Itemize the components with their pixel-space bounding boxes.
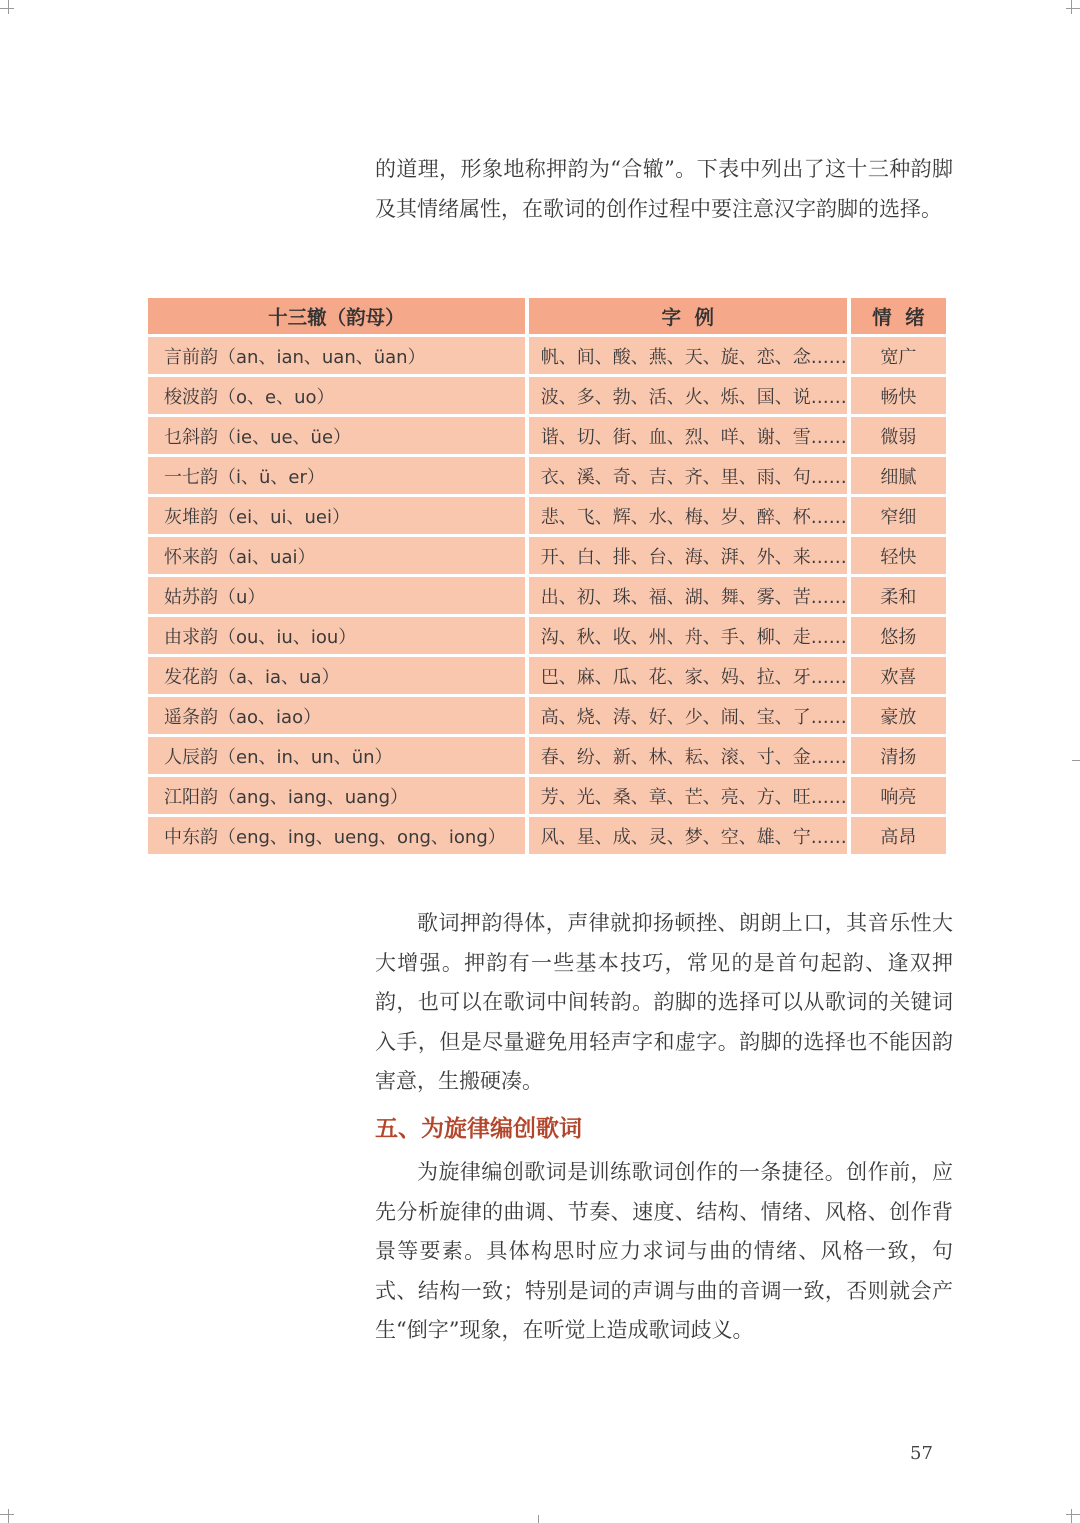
table-row (148, 657, 946, 694)
crop-mark-bottom-mid (538, 1515, 539, 1523)
examples-cell: 衣、溪、奇、吉、齐、里、雨、句…… (529, 457, 847, 494)
crop-mark-top-left (8, 0, 9, 14)
emotion-cell: 宽广 (851, 337, 946, 374)
table-row (148, 617, 946, 654)
rhyme-name-cell: 发花韵（a、ia、ua） (148, 657, 525, 694)
rhyme-name-cell: 人辰韵（en、in、un、ün） (148, 737, 525, 774)
examples-cell: 出、初、珠、福、湖、舞、雾、苦…… (529, 577, 847, 614)
table-row (148, 537, 946, 574)
emotion-cell: 畅快 (851, 377, 946, 414)
table-row (148, 377, 946, 414)
emotion-cell: 高昂 (851, 817, 946, 854)
examples-cell: 沟、秋、收、州、舟、手、柳、走…… (529, 617, 847, 654)
crop-mark-right-mid (1072, 760, 1080, 761)
intro-paragraph: 的道理，形象地称押韵为“合辙”。下表中列出了这十三种韵脚及其情绪属性，在歌词的创作过程中要注意汉字韵脚的选择。 (375, 157, 953, 221)
crop-mark-bottom-left-h (0, 1514, 14, 1515)
emotion-cell: 微弱 (851, 417, 946, 454)
table-row (148, 417, 946, 454)
table-row (148, 337, 946, 374)
rhyme-table (144, 295, 950, 857)
rhyme-name-cell: 乜斜韵（ie、ue、üe） (148, 417, 525, 454)
crop-mark-top-right (1071, 0, 1072, 14)
emotion-cell: 柔和 (851, 577, 946, 614)
examples-cell: 春、纷、新、林、耘、滚、寸、金…… (529, 737, 847, 774)
crop-mark-bottom-right-h (1066, 1514, 1080, 1515)
table-row (148, 737, 946, 774)
emotion-cell: 细腻 (851, 457, 946, 494)
rhyme-name-cell: 姑苏韵（u） (148, 577, 525, 614)
table-row (148, 457, 946, 494)
rhyme-name-cell: 灰堆韵（ei、ui、uei） (148, 497, 525, 534)
examples-cell: 帆、间、酸、燕、天、旋、恋、念…… (529, 337, 847, 374)
examples-cell: 高、烧、涛、好、少、闹、宝、了…… (529, 697, 847, 734)
body-paragraph-rhyming: 歌词押韵得体，声律就抑扬顿挫、朗朗上口，其音乐性大大增强。押韵有一些基本技巧，常见的是首句起韵、逢双押韵，也可以在歌词中间转韵。韵脚的选择可以从歌词的关键词入手，但是尽量避免用轻声字和虚字。韵脚的选择也不能因韵害意，生搬硬凑。 (375, 911, 953, 1093)
rhyme-name-cell: 遥条韵（ao、iao） (148, 697, 525, 734)
section-heading: 五、为旋律编创歌词 (375, 1115, 582, 1142)
rhyme-name-cell: 梭波韵（o、e、uo） (148, 377, 525, 414)
emotion-cell: 清扬 (851, 737, 946, 774)
table-header-row (148, 298, 946, 334)
emotion-cell: 轻快 (851, 537, 946, 574)
header-thirteen-rhymes: 十三辙（韵母） (148, 298, 525, 334)
examples-cell: 悲、飞、辉、水、梅、岁、醉、杯…… (529, 497, 847, 534)
emotion-cell: 悠扬 (851, 617, 946, 654)
rhyme-name-cell: 言前韵（an、ian、uan、üan） (148, 337, 525, 374)
crop-mark-bottom-left (8, 1509, 9, 1523)
emotion-cell: 欢喜 (851, 657, 946, 694)
rhyme-name-cell: 中东韵（eng、ing、ueng、ong、iong） (148, 817, 525, 854)
table-row (148, 777, 946, 814)
examples-cell: 芳、光、桑、章、芒、亮、方、旺…… (529, 777, 847, 814)
examples-cell: 风、星、成、灵、梦、空、雄、宁…… (529, 817, 847, 854)
table-body (148, 337, 946, 854)
rhyme-name-cell: 由求韵（ou、iu、iou） (148, 617, 525, 654)
emotion-cell: 豪放 (851, 697, 946, 734)
table-row (148, 577, 946, 614)
rhyme-name-cell: 江阳韵（ang、iang、uang） (148, 777, 525, 814)
examples-cell: 波、多、勃、活、火、烁、国、说…… (529, 377, 847, 414)
examples-cell: 开、白、排、台、海、湃、外、来…… (529, 537, 847, 574)
header-examples: 字 例 (529, 298, 847, 334)
crop-mark-bottom-right (1071, 1509, 1072, 1523)
table-row (148, 697, 946, 734)
header-emotion: 情 绪 (851, 298, 946, 334)
emotion-cell: 响亮 (851, 777, 946, 814)
table-row (148, 817, 946, 854)
examples-cell: 巴、麻、瓜、花、家、妈、拉、牙…… (529, 657, 847, 694)
emotion-cell: 窄细 (851, 497, 946, 534)
page-number: 57 (910, 1443, 933, 1464)
table-row (148, 497, 946, 534)
crop-mark-top-left-h (0, 8, 14, 9)
rhyme-name-cell: 怀来韵（ai、uai） (148, 537, 525, 574)
crop-mark-top-right-h (1066, 8, 1080, 9)
examples-cell: 谐、切、街、血、烈、咩、谢、雪…… (529, 417, 847, 454)
rhyme-name-cell: 一七韵（i、ü、er） (148, 457, 525, 494)
body-paragraph-melody-lyrics: 为旋律编创歌词是训练歌词创作的一条捷径。创作前，应先分析旋律的曲调、节奏、速度、结构、情绪、风格、创作背景等要素。具体构思时应力求词与曲的情绪、风格一致，句式、结构一致；特别是词的声调与曲的音调一致，否则就会产生“倒字”现象，在听觉上造成歌词歧义。 (375, 1160, 953, 1342)
